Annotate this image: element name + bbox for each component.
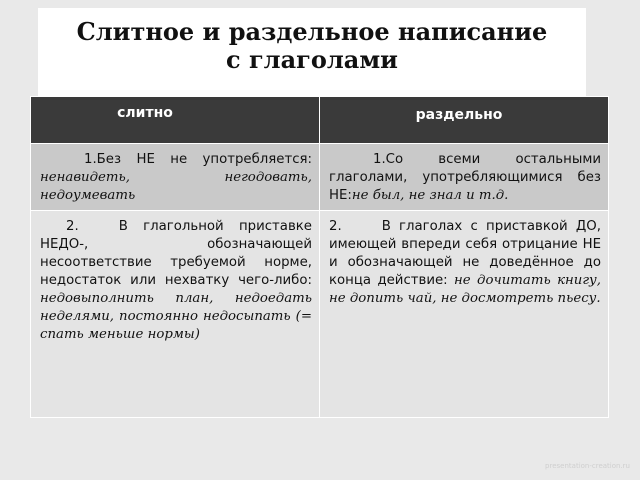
rule-examples: не дочитать книгу, не допить чай, не досмотреть пьесу. bbox=[329, 273, 601, 306]
rule-text: 1.Со всеми остальными глаголами, употребляющимися без НЕ: bbox=[329, 152, 601, 203]
table-header-row bbox=[31, 97, 609, 144]
rule-examples: не был, не знал и т.д. bbox=[351, 188, 509, 203]
watermark: presentation-creation.ru bbox=[545, 462, 630, 470]
cell-content bbox=[321, 145, 607, 209]
page-title bbox=[38, 8, 586, 74]
title-line-2: с глаголами bbox=[226, 45, 398, 74]
rule-examples: ненавидеть, негодовать, недоумевать bbox=[40, 170, 312, 203]
cell-row1-right bbox=[320, 144, 609, 211]
cell-row2-left bbox=[31, 211, 320, 418]
rule-text: В глагольной приставке НЕДО-, обозначающей несоответствие требуемой норме, недостаток или нехватку чего-либо: bbox=[40, 219, 312, 288]
header-razdelno: раздельно bbox=[320, 97, 609, 144]
rule-text: В глаголах с приставкой ДО, имеющей впереди себя отрицание НЕ и обозначающей не доведённое до конца действие: bbox=[329, 219, 601, 288]
rule-examples: недовыполнить план, недоедать неделями, постоянно недосыпать (= спать меньше нормы) bbox=[40, 291, 312, 342]
rule-number: 2. bbox=[66, 219, 79, 234]
rules-table bbox=[30, 96, 609, 418]
cell-content bbox=[321, 212, 607, 312]
rule-number: 2. bbox=[329, 219, 342, 234]
header-slitno: слитно bbox=[31, 97, 320, 144]
table-row bbox=[31, 211, 609, 418]
rule-text: 1.Без НЕ не употребляется: bbox=[84, 152, 312, 167]
title-box bbox=[38, 8, 586, 100]
cell-content bbox=[32, 145, 318, 209]
cell-row1-left bbox=[31, 144, 320, 211]
table-row bbox=[31, 144, 609, 211]
cell-row2-right bbox=[320, 211, 609, 418]
cell-content bbox=[32, 212, 318, 348]
title-line-1: Слитное и раздельное написание bbox=[76, 17, 548, 46]
